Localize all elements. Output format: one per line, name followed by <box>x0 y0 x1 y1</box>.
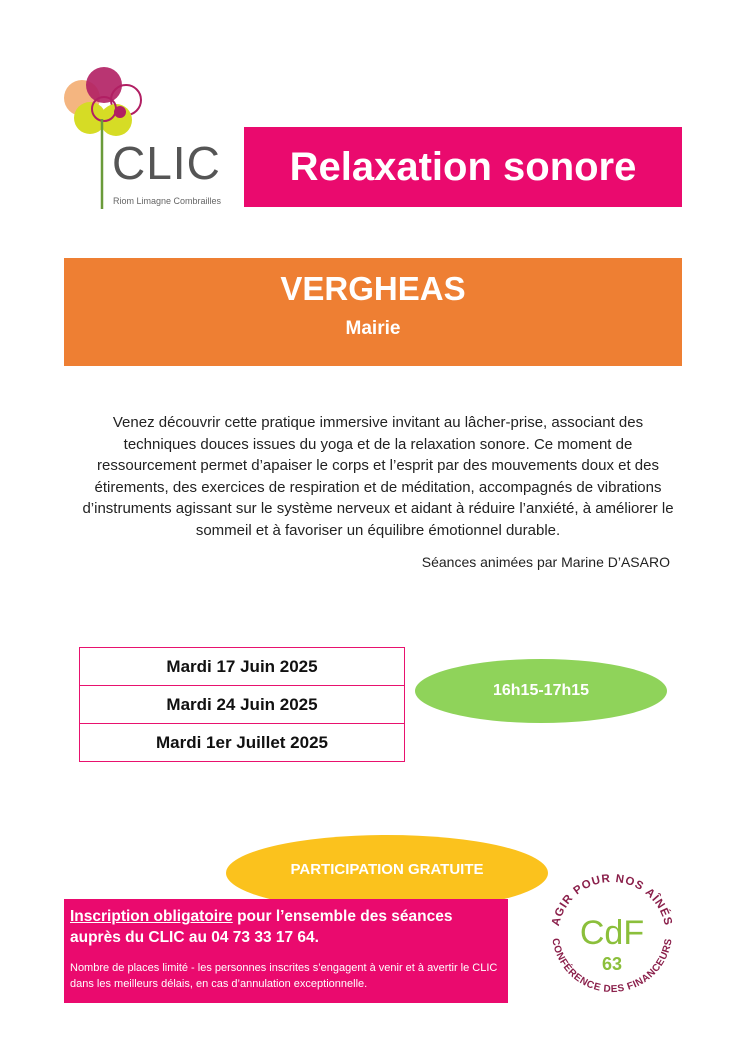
clic-logo-text: CLIC <box>112 137 221 189</box>
time-badge: 16h15-17h15 <box>415 659 667 723</box>
description-text: Venez découvrir cette pratique immersive invitant au lâcher-prise, associant des techniques douces issues du yoga et de la relaxation sonore. Ce moment de ressourcement permet d’apaiser le corps et l’esprit par des mouvements doux et des étirements, des exercices de respiration et de méditation, accompagnés de vibrations d’instruments agissant sur le système nerveux et aidant à réduire l’anxiété, à améliorer le sommeil et à favoriser un équilibre émotionnel durable. <box>82 414 674 539</box>
date-row: Mardi 24 Juin 2025 <box>80 686 404 724</box>
inscription-required: Inscription obligatoire <box>70 908 233 925</box>
location-banner <box>64 258 682 366</box>
credit-text: Séances animées par Marine D’ASARO <box>421 554 670 570</box>
title-banner <box>244 127 682 207</box>
inscription-main <box>70 906 506 948</box>
inscription-details: pour l’ensemble des séances auprès du CLIC au 04 73 33 17 64. <box>70 908 453 946</box>
dates-table <box>79 647 405 762</box>
location-place: Mairie <box>345 318 401 339</box>
date-row: Mardi 17 Juin 2025 <box>80 648 404 686</box>
badge-number: 63 <box>601 954 623 974</box>
inscription-note: Nombre de places limité - les personnes inscrites s’engagent à venir et à avertir le CLIC dans les meilleurs délais, en cas d’annulation exceptionnelle. <box>70 962 498 990</box>
badge-top-text: AGIR POUR NOS AÎNÉS <box>549 872 675 928</box>
clic-logo-subtitle: Riom Limagne Combrailles <box>113 196 222 206</box>
participation-text: PARTICIPATION GRATUITE <box>290 861 484 878</box>
badge-bottom-text: CONFÉRENCE DES FINANCEURS <box>549 937 675 996</box>
badge-logo-text: CdF <box>579 914 645 952</box>
date-row: Mardi 1er Juillet 2025 <box>156 732 328 752</box>
cdf-badge <box>538 862 686 1002</box>
inscription-box <box>64 899 508 1003</box>
page-title: Relaxation sonore <box>289 144 637 189</box>
location-city: VERGHEAS <box>280 270 466 307</box>
